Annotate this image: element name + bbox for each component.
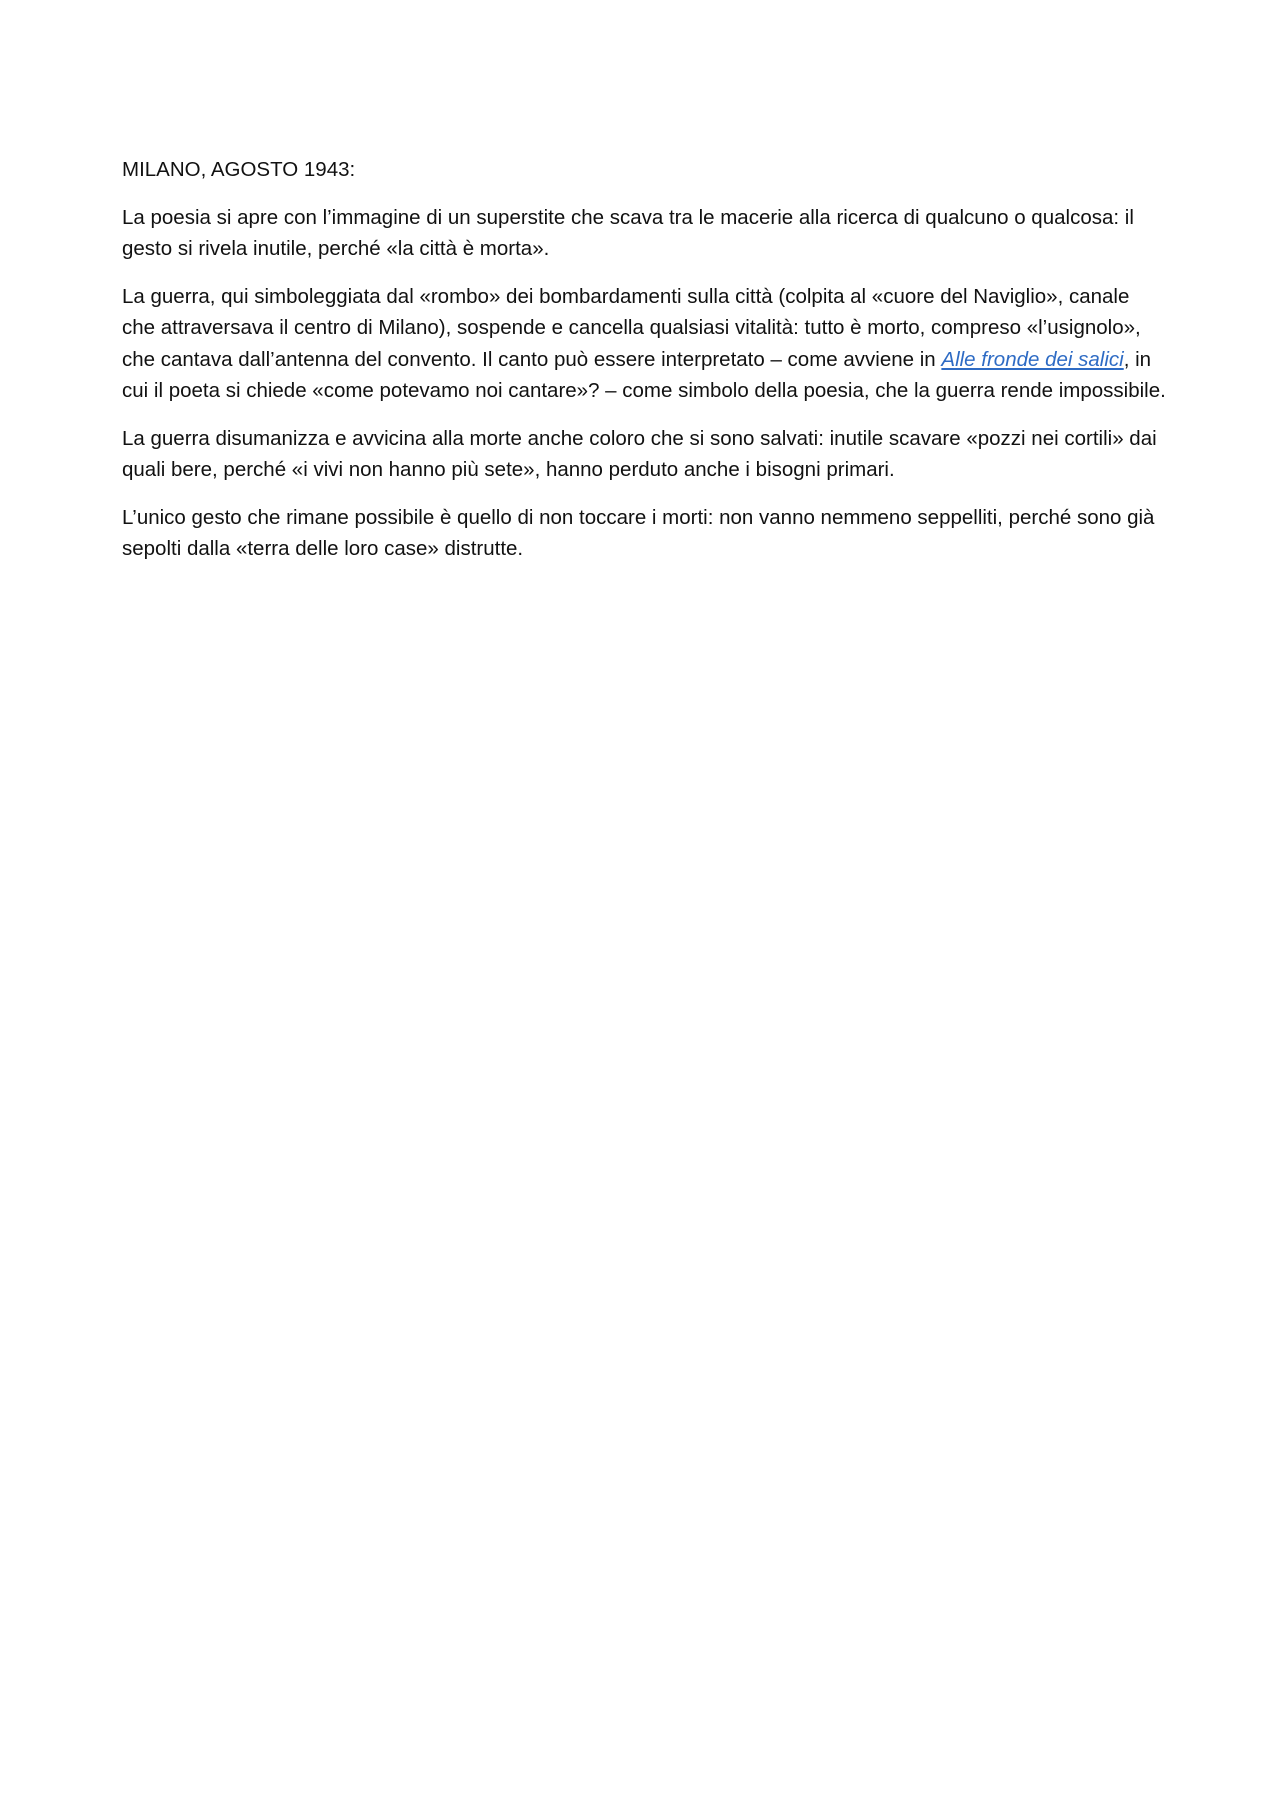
paragraph-3: La guerra disumanizza e avvicina alla morte anche coloro che si sono salvati: inutile scavare «pozzi nei cortili» dai quali bere, perché «i vivi non hanno più sete», hanno perduto anche i bisogni primari.: [122, 426, 1157, 481]
document-heading: MILANO, AGOSTO 1943:: [122, 158, 356, 181]
paragraph-2: [122, 281, 1167, 407]
paragraph-2-text-start: La guerra, qui simboleggiata dal «rombo» dei bombardamenti sulla città (colpita al «cuore del Naviglio», canale che attraversava il centro di Milano), sospende e cancella qualsiasi vitalità: tutto è morto, compreso «l’usignolo», che cantava dall’antenna del convento. Il canto può essere interpretato – come avviene in: [122, 284, 1141, 371]
paragraph-4: L’unico gesto che rimane possibile è quello di non toccare i morti: non vanno nemmeno seppelliti, perché sono già sepolti dalla «terra delle loro case» distrutte.: [122, 505, 1155, 560]
paragraph-1: La poesia si apre con l’immagine di un superstite che scava tra le macerie alla ricerca di qualcuno o qualcosa: il gesto si rivela inutile, perché «la città è morta».: [122, 205, 1134, 260]
link-alle-fronde-dei-salici[interactable]: Alle fronde dei salici: [941, 347, 1124, 371]
paragraph-2-text-end: , in cui il poeta si chiede «come potevamo noi cantare»? – come simbolo della poesia, che la guerra rende impossibile.: [122, 347, 1166, 402]
document-body: [122, 154, 1167, 581]
